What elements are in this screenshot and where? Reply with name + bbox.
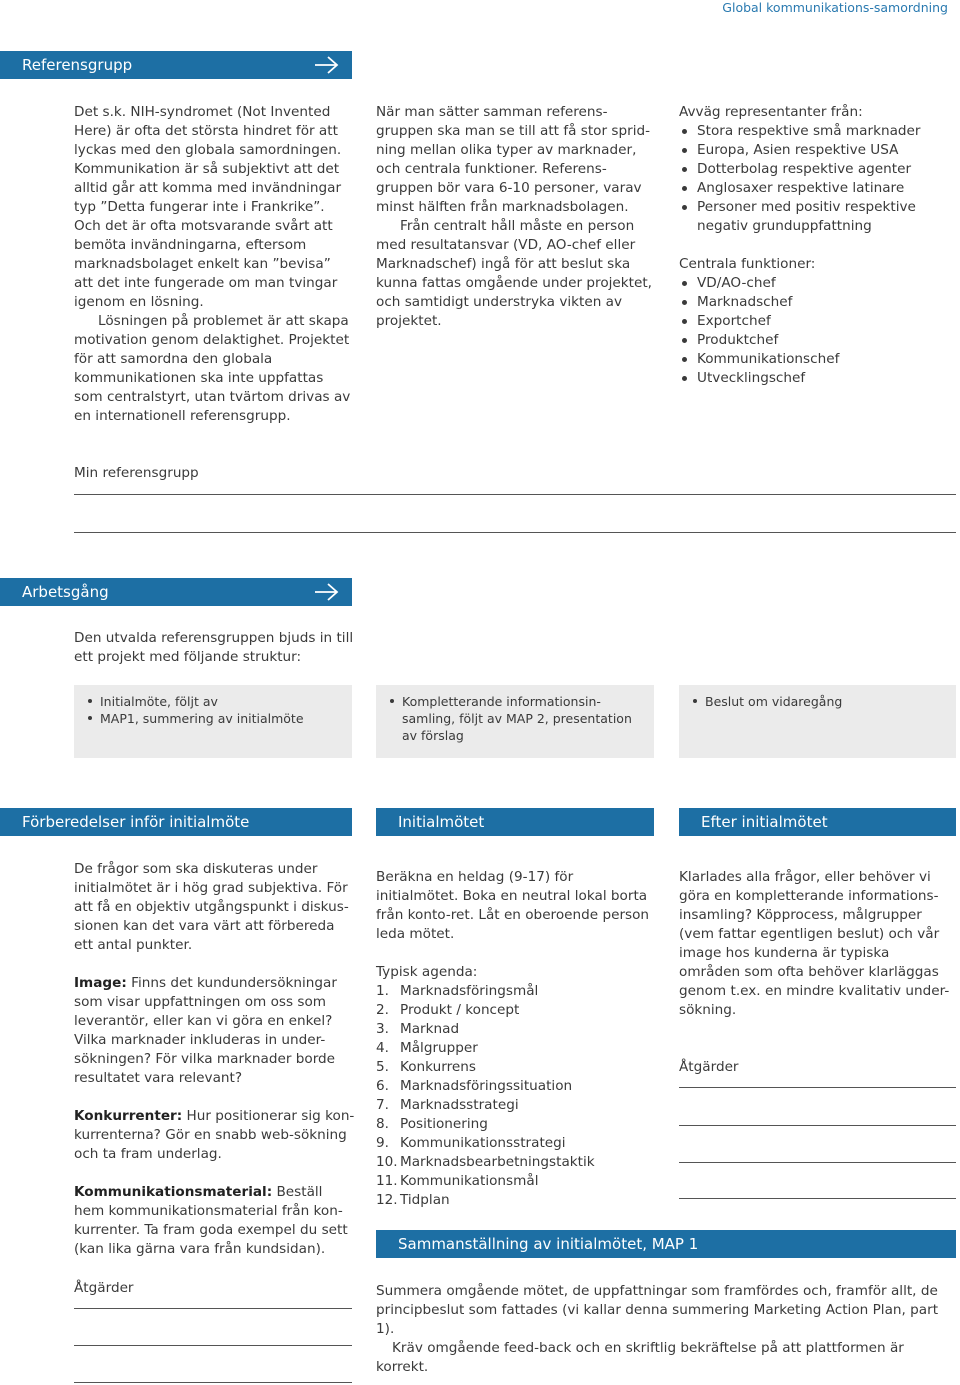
structure-box-3: [679, 685, 956, 758]
list-item: Kommunikationschef: [679, 350, 949, 369]
forb-paragraph: De frågor som ska diskuteras under initialmötet är i hög grad subjektiva. För att få en objektiv utgångspunkt i diskus-sionen kan det vara värt att förbereda ett antal punkter.: [74, 861, 349, 953]
section-title: Initialmötet: [398, 813, 485, 831]
list-item: Anglosaxer respektive latinare: [679, 179, 949, 198]
arbetsgang-intro: Den utvalda referensgruppen bjuds in till ett projekt med följande struktur:: [74, 630, 354, 665]
list-item: Beslut om vidaregång: [691, 693, 946, 710]
list-item: Kompletterande informationsin-samling, följt av MAP 2, presentation av förslag: [388, 693, 644, 744]
agenda-list: [376, 982, 658, 1210]
list-item: 12. Tidplan: [376, 1192, 450, 1208]
forb-komm-paragraph: [74, 1183, 356, 1259]
section-bar-referensgrupp: [0, 51, 352, 79]
list-item: 9. Kommunikationsstrategi: [376, 1135, 566, 1151]
sammanstallning-text: [376, 1282, 958, 1377]
forb-image-paragraph: [74, 974, 356, 1088]
forb-konk-paragraph: [74, 1107, 356, 1164]
ref-col-2: [376, 103, 656, 331]
list-item: 10. Marknadsbearbetningstaktik: [376, 1154, 595, 1170]
write-line[interactable]: [74, 532, 956, 533]
ref-col-3: [679, 103, 949, 388]
list-item: Stora respektive små marknader: [679, 122, 949, 141]
list-item: 4. Målgrupper: [376, 1040, 478, 1056]
representatives-intro: Avväg representanter från:: [679, 104, 863, 120]
write-line[interactable]: [74, 1382, 352, 1383]
list-item: VD/AO-chef: [679, 274, 949, 293]
list-item: 1. Marknadsföringsmål: [376, 983, 539, 999]
section-bar-efter: [679, 808, 956, 836]
samm-paragraph-2: Kräv omgående feed-back och en skriftlig bekräftelse på att plattformen är korrekt.: [376, 1340, 904, 1375]
forberedelser-col: [74, 860, 356, 1259]
ref-paragraph-1: Det s.k. NIH-syndromet (Not Invented Here) är ofta det största hindret för att lyckas med den globala samordningen. Kommunikation är så subjektivt att det alltid går att komma med invändningar typ ”Detta fungerar inte i Frankrike”. Och det är ofta motsvarande svårt att bemöta invändningarna, eftersom marknadsbolaget enkelt kan ”bevisa” att det inte fungerade om man tvingar igenom en lösning.: [74, 104, 342, 310]
konk-label: Konkurrenter:: [74, 1108, 183, 1124]
section-bar-forberedelser: [0, 808, 352, 836]
ref-paragraph-3: När man sätter samman referens-gruppen ska man se till att få stor sprid-ning mellan olika typer av marknader, och centrala funktioner. Referens-gruppen bör vara 6-10 personer, varav minst hälften från marknadsbolagen.: [376, 104, 651, 215]
komm-text: Beställ hem kommunikationsmaterial från kon-kurrenter. Ta fram goda exempel du sett (kan lika gärna vara från kundsidan).: [74, 1184, 348, 1257]
konk-text: Hur positionerar sig kon-kurrenterna? Gör en snabb web-sökning och ta fram underlag.: [74, 1108, 355, 1162]
section-title: Förberedelser inför initialmöte: [22, 813, 250, 831]
efter-col: [679, 868, 951, 1077]
init-paragraph: Beräkna en heldag (9-17) för initialmötet. Boka en neutral lokal borta från konto-ret. Låt en oberoende person leda mötet.: [376, 869, 650, 942]
arrow-right-icon: [314, 582, 340, 602]
functions-title: Centrala funktioner:: [679, 256, 816, 272]
ref-paragraph-2: Lösningen på problemet är att skapa motivation genom delaktighet. Projektet för att samordna den globala kommunikationen ska inte uppfattas som centralstyrt, utan tvärtom drivas av en internationell referensgrupp.: [74, 313, 351, 424]
section-bar-initialmotet: [376, 808, 654, 836]
arrow-right-icon: [314, 55, 340, 75]
agenda-title: Typisk agenda:: [376, 964, 478, 980]
write-line[interactable]: [679, 1198, 956, 1199]
efter-atgarder-label: Åtgärder: [679, 1059, 739, 1075]
list-item: Utvecklingschef: [679, 369, 949, 388]
list-item: 3. Marknad: [376, 1021, 460, 1037]
structure-box-1: [74, 685, 352, 758]
list-item: 8. Positionering: [376, 1116, 488, 1132]
write-line[interactable]: [74, 1345, 352, 1346]
list-item: Personer med positiv respektive negativ grunduppfattning: [679, 198, 949, 236]
list-item: Produktchef: [679, 331, 949, 350]
list-item: Exportchef: [679, 312, 949, 331]
section-bar-arbetsgang: [0, 578, 352, 606]
functions-list: [679, 274, 949, 388]
write-line[interactable]: [679, 1125, 956, 1126]
write-line[interactable]: [74, 494, 956, 495]
list-item: 6. Marknadsföringssituation: [376, 1078, 573, 1094]
forb-atgarder-label: Åtgärder: [74, 1280, 134, 1296]
section-bar-sammanstallning: [376, 1230, 956, 1258]
section-title: Arbetsgång: [22, 583, 109, 601]
section-title: Referensgrupp: [22, 56, 133, 74]
section-title: Sammanställning av initialmötet, MAP 1: [398, 1235, 699, 1253]
image-label: Image:: [74, 975, 127, 991]
write-line[interactable]: [74, 1308, 352, 1309]
list-item: 11. Kommunikationsmål: [376, 1173, 539, 1189]
list-item: Dotterbolag respektive agenter: [679, 160, 949, 179]
image-text: Finns det kundundersökningar som visar uppfattningen om oss som leverantör, eller kan vi göra en enkel? Vilka marknader inkluderas in under-sökningen? För vilka marknader borde resultatet vara relevant?: [74, 975, 337, 1086]
ref-col-1: [74, 103, 354, 426]
list-item: MAP1, summering av initialmöte: [86, 710, 342, 727]
list-item: 5. Konkurrens: [376, 1059, 476, 1075]
list-item: Marknadschef: [679, 293, 949, 312]
samm-paragraph-1: Summera omgående mötet, de uppfattningar som framfördes och, framför allt, de principbeslut som fattades (vi kallar denna summering Marketing Action Plan, part 1).: [376, 1283, 939, 1337]
initialmotet-col: [376, 868, 658, 1210]
section-title: Efter initialmötet: [701, 813, 828, 831]
min-referensgrupp-label: Min referensgrupp: [74, 465, 199, 481]
list-item: 2. Produkt / koncept: [376, 1002, 520, 1018]
list-item: 7. Marknadsstrategi: [376, 1097, 519, 1113]
write-line[interactable]: [679, 1162, 956, 1163]
structure-box-2: [376, 685, 654, 758]
list-item: Europa, Asien respektive USA: [679, 141, 949, 160]
write-line[interactable]: [679, 1087, 956, 1088]
ref-paragraph-4: Från centralt håll måste en person med resultatansvar (VD, AO-chef eller Marknadschef) ingå för att beslut ska kunna fattas omgående under projektet, och samtidigt understryka vikten av projektet.: [376, 218, 652, 329]
efter-paragraph: Klarlades alla frågor, eller behöver vi göra en kompletterande informations-insamling? Köpprocess, målgrupper (vem fattar egentligen beslut) och vår image hos kunderna är typiska områden som ofta behöver klarläggas genom t.ex. en mindre kvalitativ under-sökning.: [679, 869, 950, 1018]
representatives-list: [679, 122, 949, 236]
komm-label: Kommunikationsmaterial:: [74, 1184, 273, 1200]
running-header: Global kommunikations-samordning: [722, 0, 948, 15]
list-item: Initialmöte, följt av: [86, 693, 342, 710]
